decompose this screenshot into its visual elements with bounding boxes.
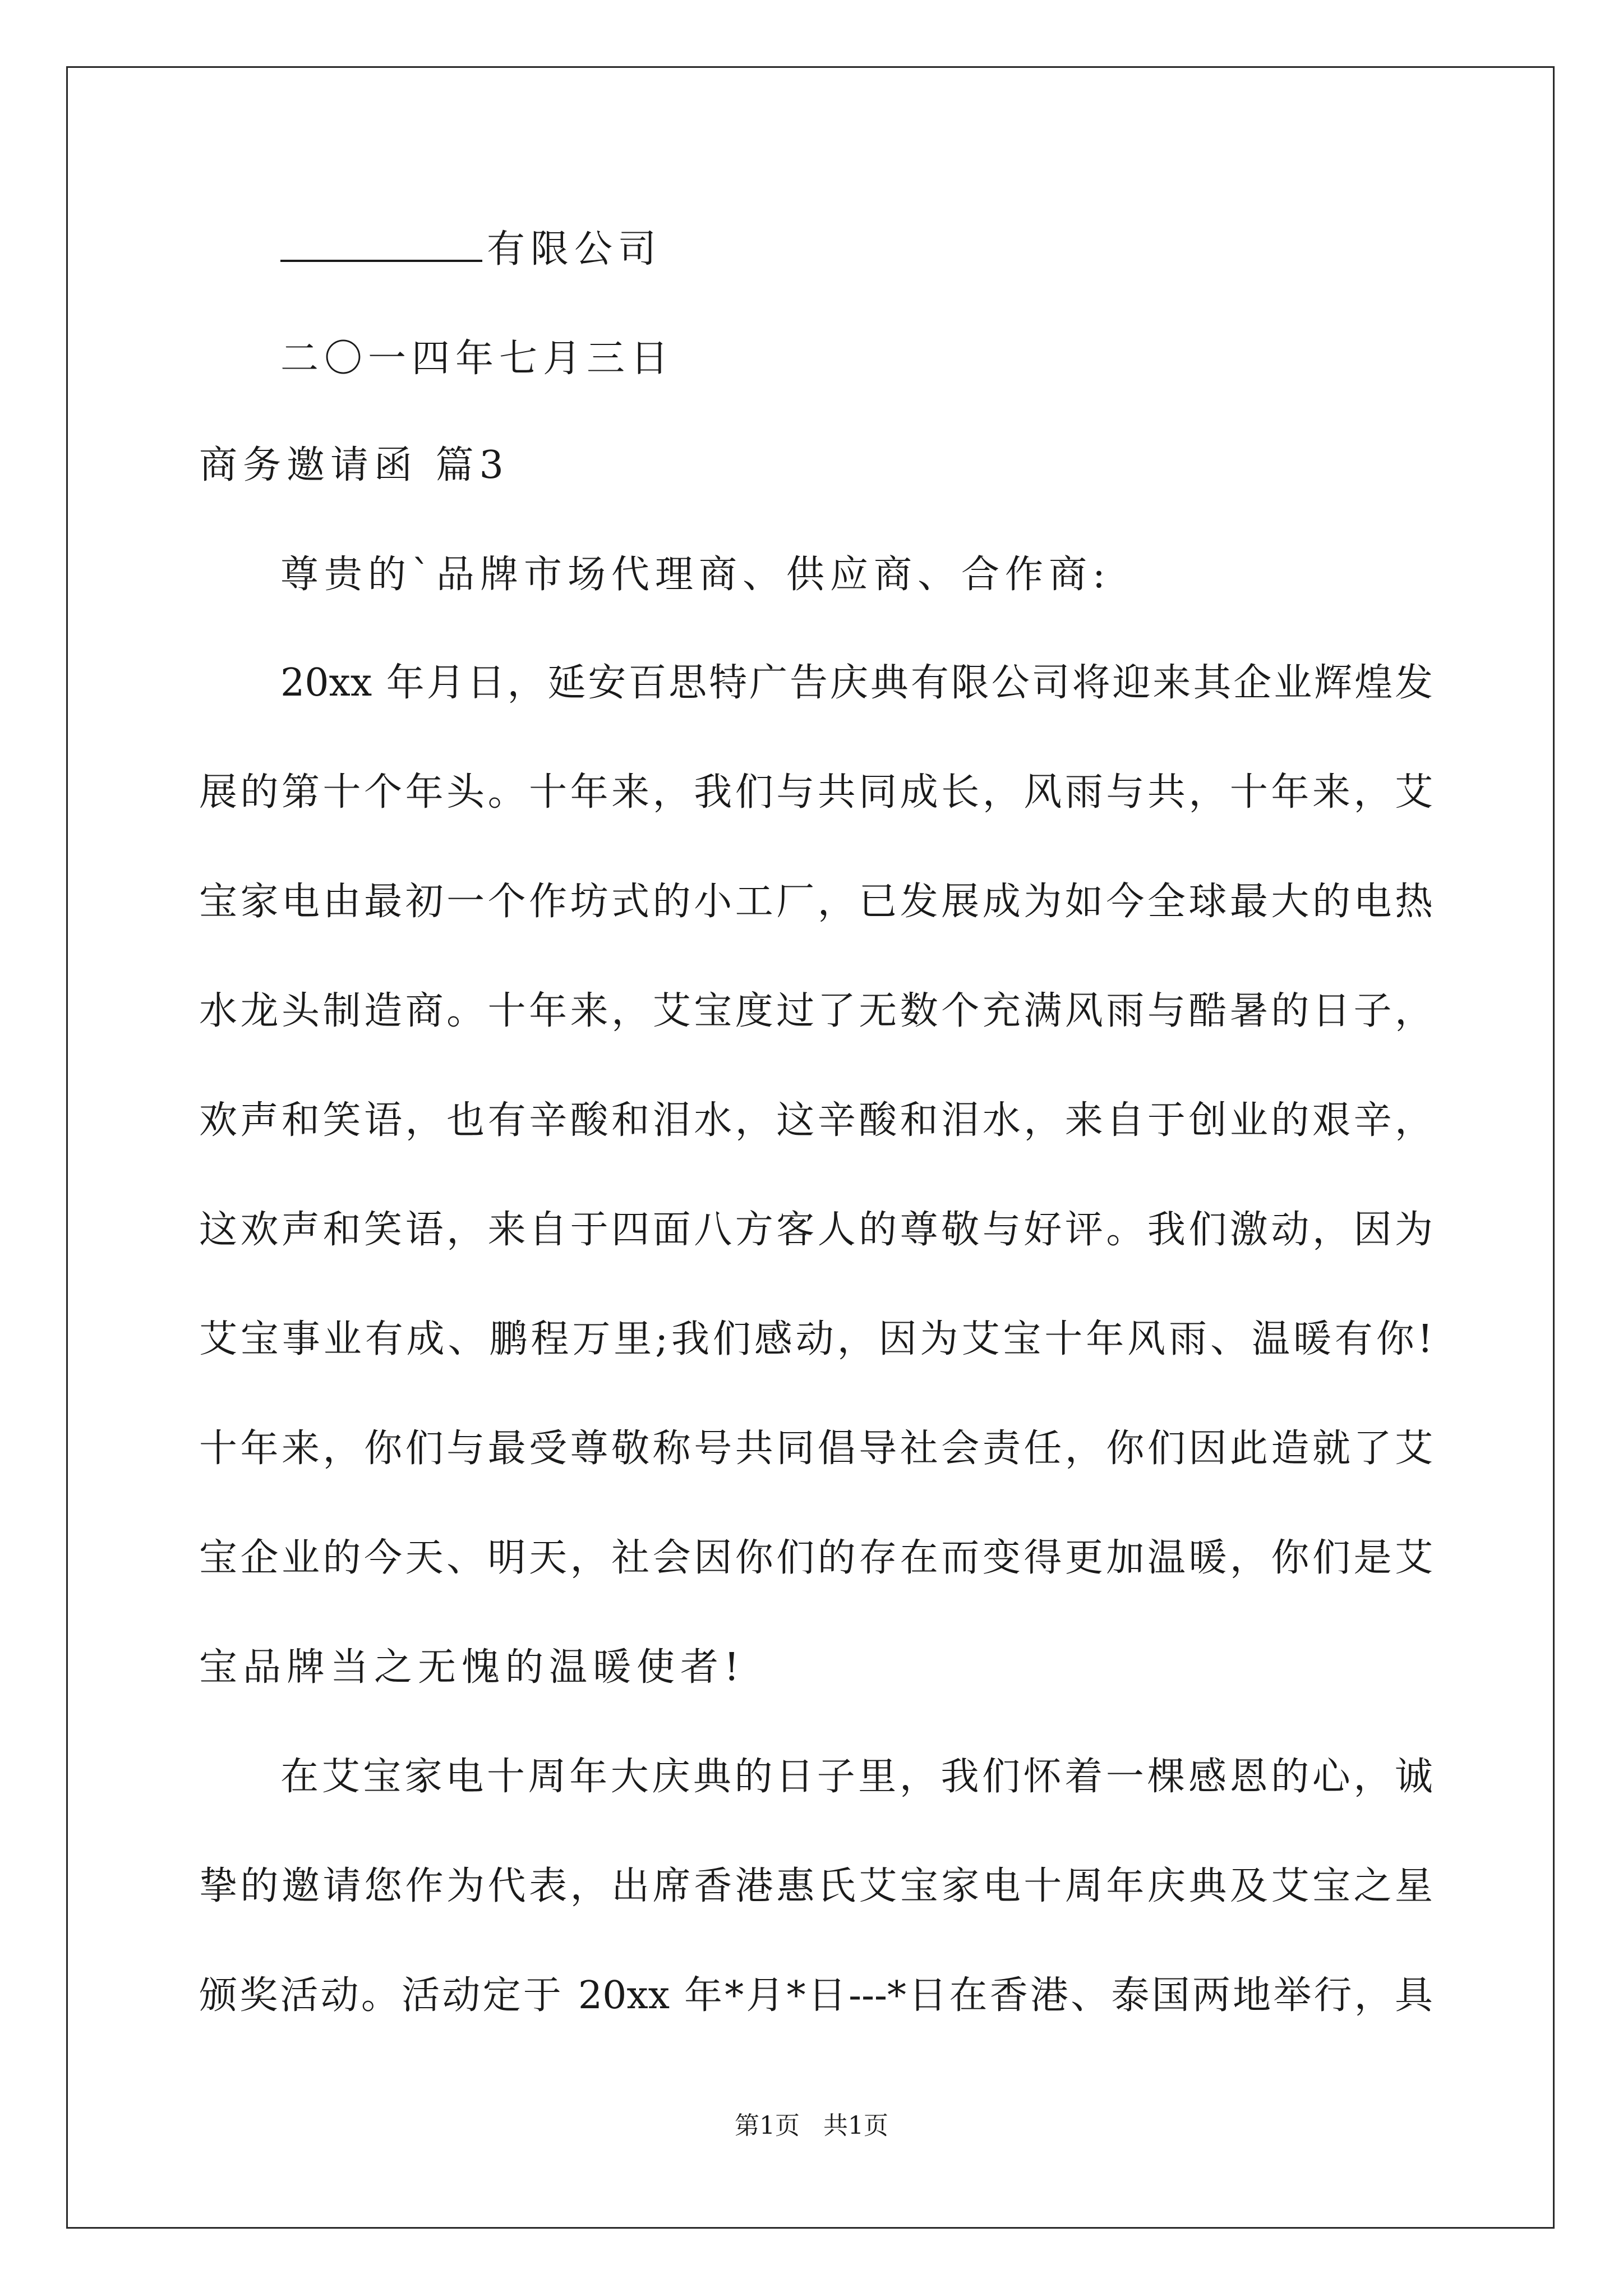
paragraph2-line-1: 在艾宝家电十周年大庆典的日子里，我们怀着一棵感恩的心，诚 — [280, 1755, 1433, 1799]
paragraph1-line-9: 宝企业的今天、明天，社会因你们的存在而变得更加温暖，你们是艾 — [199, 1536, 1433, 1580]
paragraph2-line-3: 颁奖活动。活动定于 20xx 年*月*日---*日在香港、泰国两地举行，具 — [199, 1973, 1433, 2018]
paragraph1-line-3: 宝家电由最初一个作坊式的小工厂，已发展成为如今全球最大的电热 — [199, 880, 1433, 924]
paragraph1-line-7: 艾宝事业有成、鹏程万里;我们感动，因为艾宝十年风雨、温暖有你! — [199, 1317, 1433, 1361]
paragraph1-line-2: 展的第十个年头。十年来，我们与共同成长，风雨与共，十年来，艾 — [199, 770, 1433, 815]
company-name-blank — [280, 225, 482, 262]
date-line: 二〇一四年七月三日 — [280, 337, 675, 381]
company-line — [280, 222, 662, 278]
paragraph1-line-6: 这欢声和笑语，来自于四面八方客人的尊敬与好评。我们激动，因为 — [199, 1208, 1433, 1252]
section-heading: 商务邀请函 篇3 — [199, 443, 509, 487]
paragraph1-line-4: 水龙头制造商。十年来，艾宝度过了无数个充满风雨与酷暑的日子， — [199, 989, 1433, 1033]
page-footer: 第1页 共1页 — [735, 2111, 888, 2140]
paragraph2-line-2: 挚的邀请您作为代表，出席香港惠氏艾宝家电十周年庆典及艾宝之星 — [199, 1864, 1433, 1908]
company-suffix: 有限公司 — [487, 227, 662, 272]
paragraph1-line-5: 欢声和笑语，也有辛酸和泪水，这辛酸和泪水，来自于创业的艰辛， — [199, 1098, 1433, 1143]
salutation: 尊贵的`品牌市场代理商、供应商、合作商: — [280, 553, 1111, 597]
paragraph1-line-8: 十年来，你们与最受尊敬称号共同倡导社会责任，你们因此造就了艾 — [199, 1427, 1433, 1471]
paragraph1-line-10: 宝品牌当之无愧的温暖使者! — [199, 1645, 745, 1690]
paragraph1-line-1: 20xx 年月日，延安百思特广告庆典有限公司将迎来其企业辉煌发 — [280, 661, 1433, 705]
